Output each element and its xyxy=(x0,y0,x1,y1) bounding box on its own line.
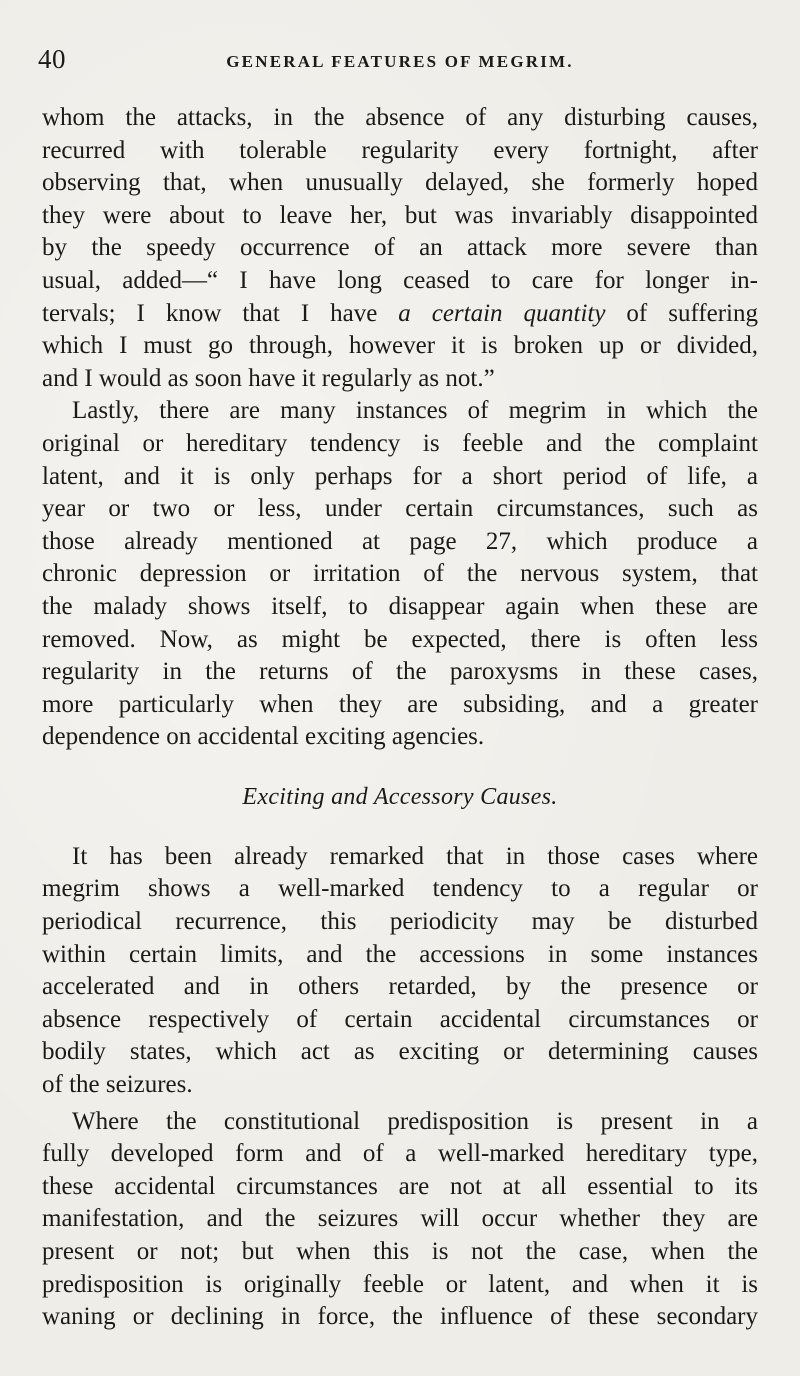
text-line: It has been already remarked that in those cases where xyxy=(72,842,758,870)
page-header xyxy=(38,44,758,84)
text-line: present or not; but when this is not the case, when the xyxy=(42,1238,758,1265)
paragraph-continuation xyxy=(42,102,758,395)
text-line: observing that, when unusually delayed, she formerly hoped xyxy=(42,169,758,197)
text-segment: tervals; I know that I have xyxy=(42,299,378,327)
text-line: by the speedy occurrence of an attack more severe than xyxy=(42,234,758,262)
text-line: which I must go through, however it is broken up or divided, xyxy=(42,332,758,360)
text-line: chronic depression or irritation of the nervous system, that xyxy=(42,560,758,588)
text-line: megrim shows a well-marked tendency to a regular or xyxy=(42,875,758,903)
text-line: accelerated and in others retarded, by the presence or xyxy=(42,973,758,1001)
text-line: regularity in the returns of the paroxysms in these cases, xyxy=(42,658,758,686)
text-line: manifestation, and the seizures will occur whether they are xyxy=(42,1205,758,1233)
section-heading: Exciting and Accessory Causes. xyxy=(242,783,558,810)
text-line: they were about to leave her, but was invariably disappointed xyxy=(42,201,758,229)
text-line: Lastly, there are many instances of megrim in which the xyxy=(72,397,758,425)
paragraph-already-remarked xyxy=(42,841,758,1102)
page-number: 40 xyxy=(38,44,66,74)
text-line: dependence on accidental exciting agencies. xyxy=(42,723,485,751)
italic-phrase: a certain quantity xyxy=(398,299,606,327)
text-line: recurred with tolerable regularity every fortnight, after xyxy=(42,136,758,164)
text-line: original or hereditary tendency is feeble and the complaint xyxy=(42,429,758,457)
text-line: usual, added—“ I have long ceased to care for longer in- xyxy=(42,266,758,294)
text-line: waning or declining in force, the influence of these secondary xyxy=(42,1303,758,1331)
text-line: predisposition is originally feeble or latent, and when it is xyxy=(42,1270,758,1298)
text-line: of the seizures. xyxy=(42,1071,193,1099)
text-segment: of suffering xyxy=(626,299,759,327)
text-line: more particularly when they are subsiding, and a greater xyxy=(42,690,758,718)
text-line: Where the constitutional predisposition is present in a xyxy=(72,1107,758,1135)
text-line: the malady shows itself, to disappear again when these are xyxy=(42,592,758,620)
text-line: whom the attacks, in the absence of any disturbing causes, xyxy=(42,104,758,131)
text-line: fully developed form and of a well-marked hereditary type, xyxy=(42,1140,758,1168)
text-line: removed. Now, as might be expected, there is often less xyxy=(42,625,758,653)
running-title: GENERAL FEATURES OF MEGRIM. xyxy=(226,52,574,71)
text-line: periodical recurrence, this periodicity may be disturbed xyxy=(42,908,758,936)
text-line: these accidental circumstances are not at all essential to its xyxy=(42,1172,758,1200)
paragraph-constitutional xyxy=(42,1106,758,1334)
text-line: those already mentioned at page 27, which produce a xyxy=(42,527,758,555)
text-line: year or two or less, under certain circumstances, such as xyxy=(42,495,758,523)
text-line: bodily states, which act as exciting or determining causes xyxy=(42,1038,758,1066)
text-line-with-italic xyxy=(42,298,758,331)
text-line: latent, and it is only perhaps for a short period of life, a xyxy=(42,462,758,490)
paragraph-lastly xyxy=(42,395,758,754)
text-line: and I would as soon have it regularly as not.” xyxy=(42,364,495,392)
text-line: absence respectively of certain accidental circumstances or xyxy=(42,1005,758,1033)
text-line: within certain limits, and the accessions in some instances xyxy=(42,940,758,968)
